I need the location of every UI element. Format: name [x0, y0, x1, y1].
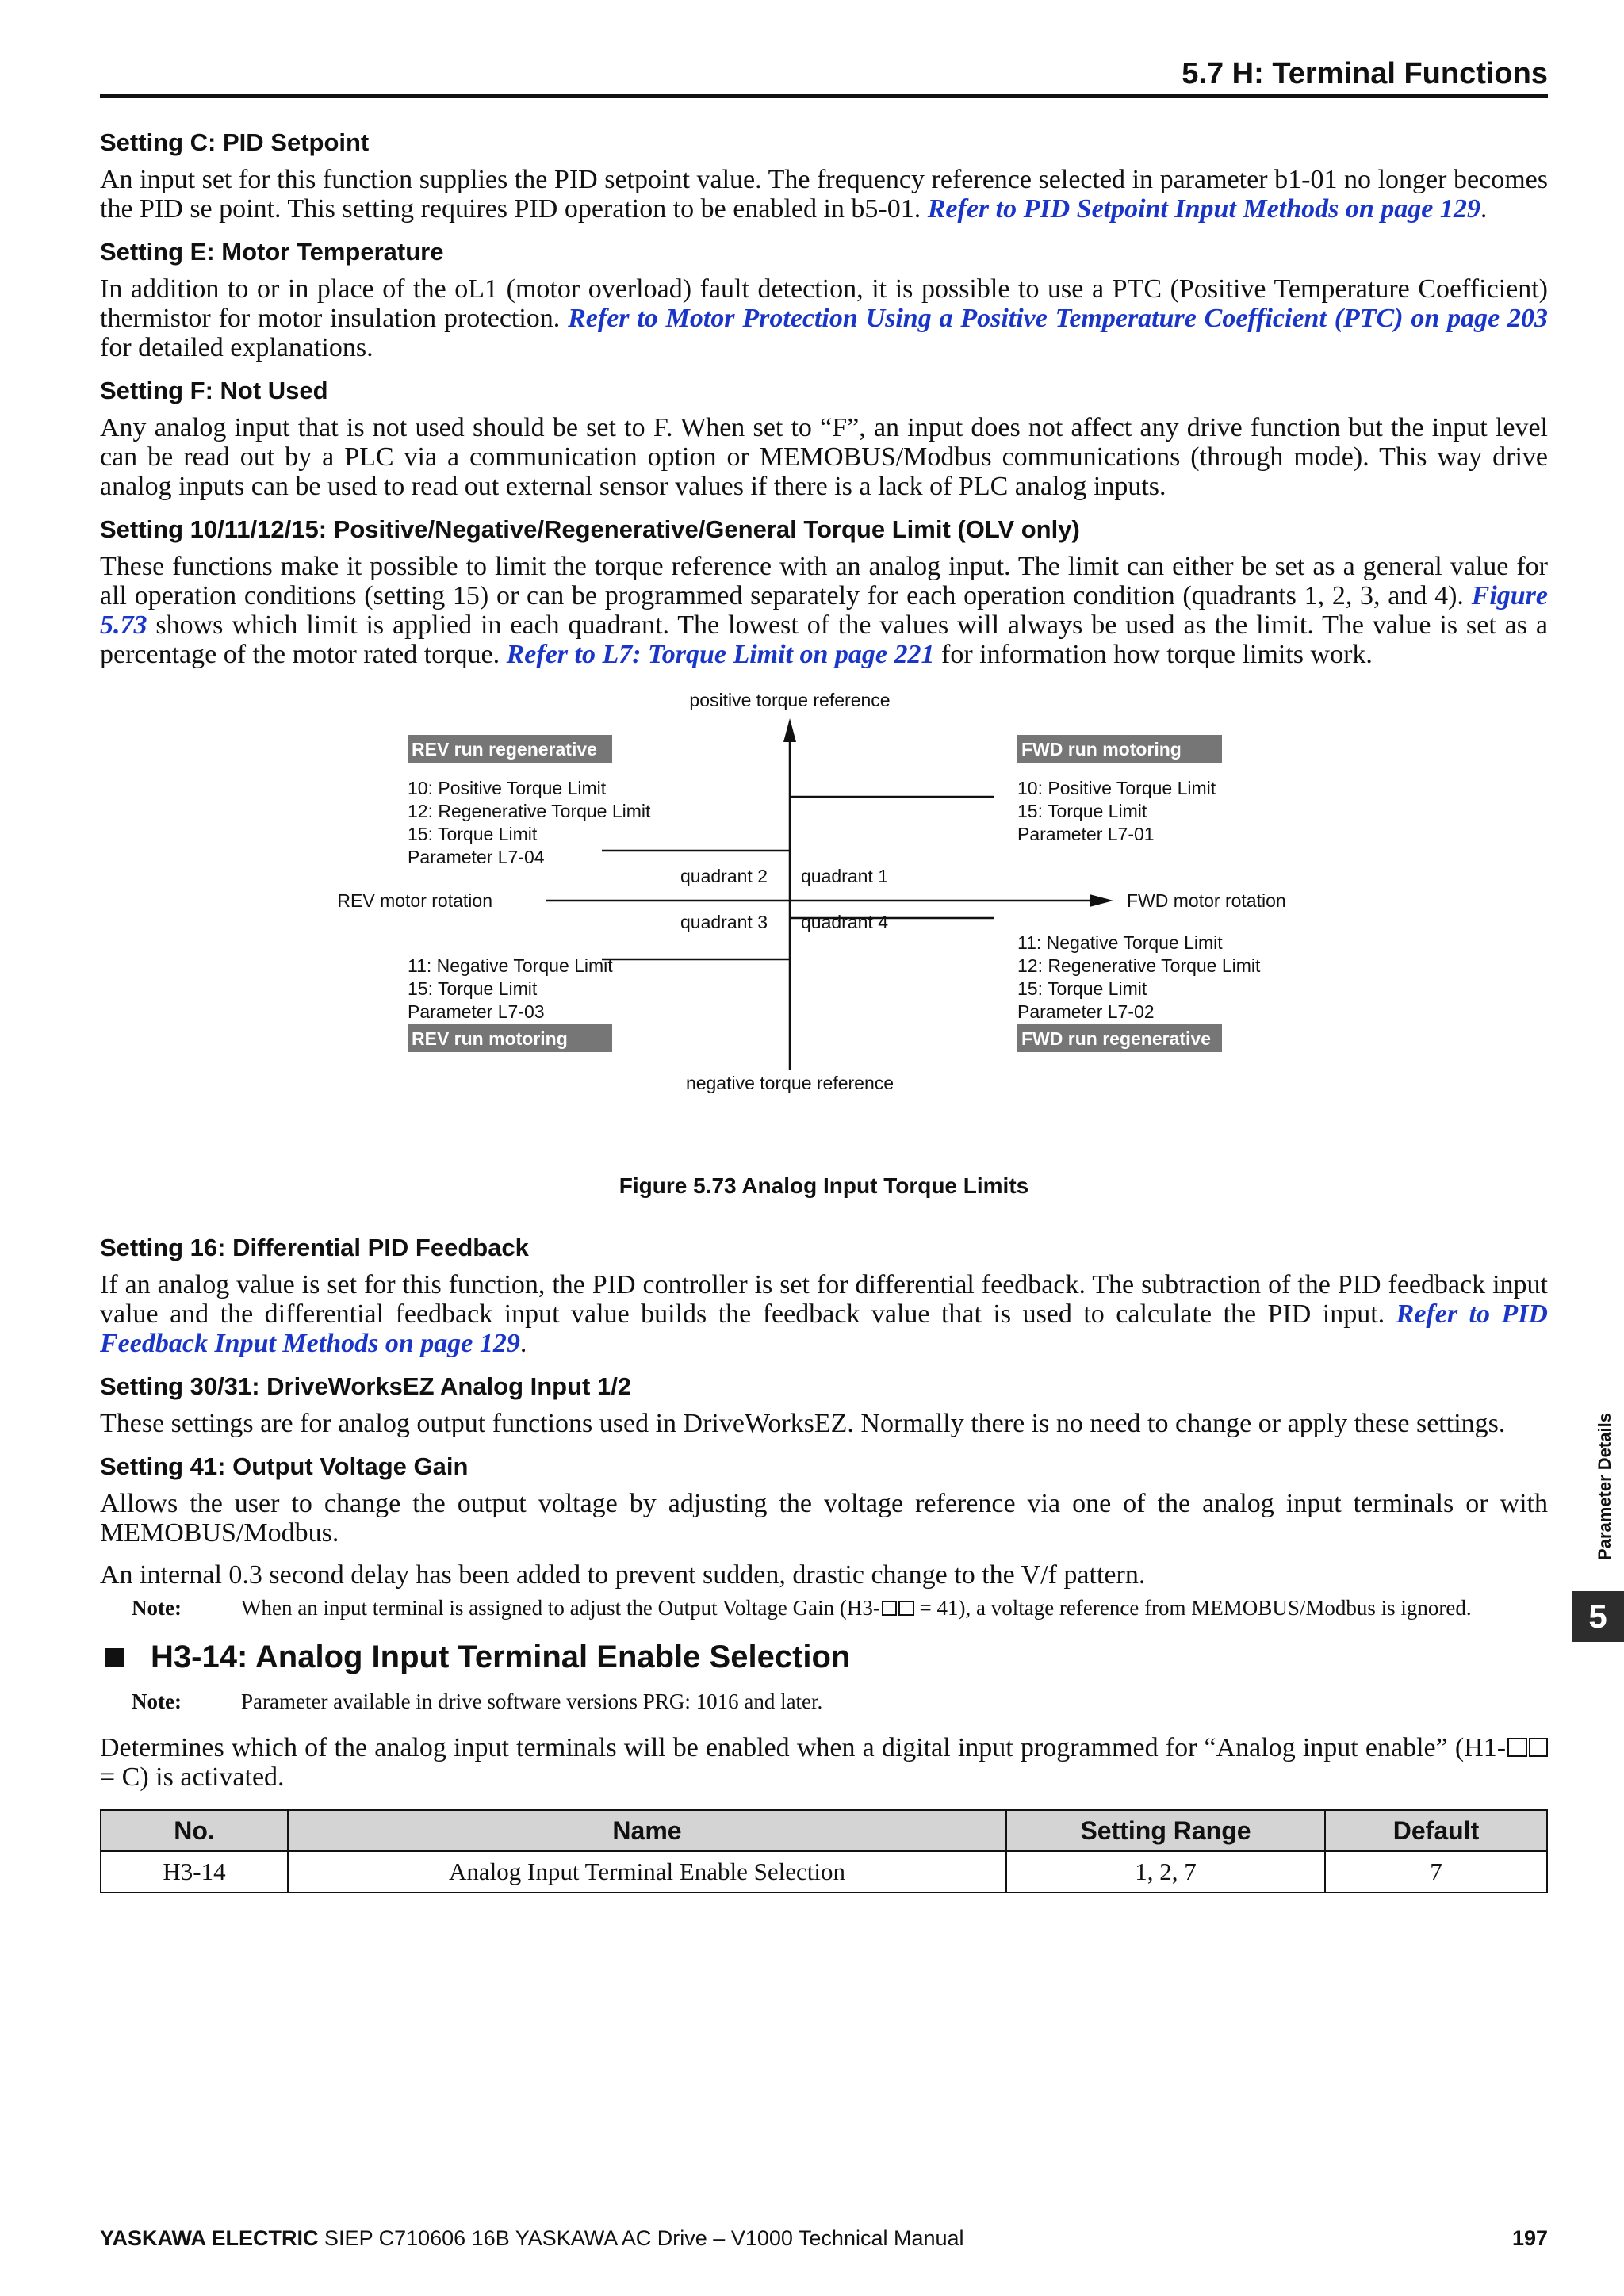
square-bullet-icon — [105, 1648, 124, 1667]
q3-list-line: Parameter L7-03 — [408, 1001, 545, 1022]
paragraph-setting-e: In addition to or in place of the oL1 (motor overload) fault detection, it is possible to use a PTC (Positive Temperature Coefficient) thermistor for motor insulation protection. Refer to Motor Protection Using a Positive Temperature Coefficient (PTC) on page 203 for detailed explanations. — [100, 274, 1548, 362]
table-header-row — [101, 1810, 1547, 1851]
label-fwd-motor-rotation: FWD motor rotation — [1127, 890, 1286, 911]
side-tab-parameter-details[interactable]: Parameter Details — [1595, 1413, 1615, 1560]
label-quadrant-4: quadrant 4 — [801, 912, 888, 932]
link-pid-setpoint[interactable]: Refer to PID Setpoint Input Methods on page 129 — [927, 194, 1480, 224]
paragraph-setting-f: Any analog input that is not used should be set to F. When set to “F”, an input does not affect any drive function but the input level can be read out by a PLC via a communication option or MEMOBUS/Modbus communications (through mode). This way drive analog inputs can be used to read out external sensor values if there is a lack of PLC analog inputs. — [100, 413, 1548, 501]
q1-list-line: Parameter L7-01 — [1017, 824, 1155, 844]
vertical-axis-arrow — [783, 718, 796, 742]
q4-list-line: 12: Regenerative Torque Limit — [1017, 955, 1261, 976]
label-quadrant-1: quadrant 1 — [801, 866, 888, 886]
label-positive-torque-ref: positive torque reference — [689, 690, 891, 710]
note-text: When an input terminal is assigned to adjust the Output Voltage Gain (H3- = 41), a voltage reference from MEMOBUS/Modbus is ignored. — [241, 1596, 1472, 1620]
q4-list-line: 15: Torque Limit — [1017, 978, 1147, 999]
note-label: Note: — [132, 1689, 182, 1713]
label-rev-motor-rotation: REV motor rotation — [337, 890, 492, 911]
figure-torque-limits — [100, 682, 1548, 1150]
note-output-voltage-gain — [100, 1596, 1548, 1621]
label-negative-torque-ref: negative torque reference — [685, 1073, 894, 1093]
table-row — [101, 1851, 1547, 1892]
link-l7-torque-limit[interactable]: Refer to L7: Torque Limit on page 221 — [506, 640, 935, 669]
horizontal-axis-arrow — [1090, 894, 1113, 907]
footer-doc-info: YASKAWA ELECTRIC SIEP C710606 16B YASKAWA AC Drive – V1000 Technical Manual — [100, 2226, 964, 2250]
paragraph-torque-limit: These functions make it possible to limit the torque reference with an analog input. The limit can either be set as a general value for all operation conditions (setting 15) or can be programmed separately for each operation condition (quadrants 1, 2, 3, and 4). Figure 5.73 shows which limit is applied in each quadrant. The lowest of the values will always be used as the limit. The value is set as a percentage of the motor rated torque. Refer to L7: Torque Limit on page 221 for information how torque limits work. — [100, 552, 1548, 669]
column-header: Setting Range — [1006, 1810, 1325, 1851]
column-header: No. — [101, 1810, 288, 1851]
heading-torque-limit: Setting 10/11/12/15: Positive/Negative/Regenerative/General Torque Limit (OLV only) — [100, 515, 1080, 543]
badge-fwd-regenerative: FWD run regenerative — [1021, 1028, 1211, 1049]
note-h3-14 — [100, 1689, 1548, 1714]
q4-list-line: 11: Negative Torque Limit — [1017, 932, 1223, 953]
badge-fwd-motoring: FWD run motoring — [1021, 739, 1182, 760]
paragraph-setting-30-31: These settings are for analog output functions used in DriveWorksEZ. Normally there is no need to change or apply these settings. — [100, 1409, 1506, 1438]
table-cell: 7 — [1325, 1851, 1547, 1892]
paragraph-setting-16: If an analog value is set for this function, the PID controller is set for differential feedback. The subtraction of the PID feedback input value and the differential feedback input value builds the feedback value that is used to calculate the PID input. Refer to PID Feedback Input Methods on page 129. — [100, 1270, 1548, 1358]
paragraph-setting-c: An input set for this function supplies the PID setpoint value. The frequency reference selected in parameter b1-01 no longer becomes the PID se point. This setting requires PID operation to be enabled in b5-01. Refer to PID Setpoint Input Methods on page 129. — [100, 165, 1548, 224]
link-pid-feedback[interactable]: Refer to PID Feedback Input Methods on page 129 — [100, 1299, 1548, 1358]
q1-list-line: 10: Positive Torque Limit — [1017, 778, 1216, 798]
heading-setting-c: Setting C: PID Setpoint — [100, 128, 370, 156]
q2-list-line: 10: Positive Torque Limit — [408, 778, 607, 798]
link-motor-protection-ptc[interactable]: Refer to Motor Protection Using a Positive Temperature Coefficient (PTC) on page 203 — [568, 304, 1548, 333]
heading-setting-e: Setting E: Motor Temperature — [100, 238, 444, 266]
header-rule — [100, 94, 1548, 98]
note-text: Parameter available in drive software versions PRG: 1016 and later. — [241, 1689, 823, 1713]
q2-list-line: 15: Torque Limit — [408, 824, 538, 844]
q1-list-line: 15: Torque Limit — [1017, 801, 1147, 821]
badge-rev-regenerative: REV run regenerative — [412, 739, 597, 760]
figure-caption: Figure 5.73 Analog Input Torque Limits — [619, 1173, 1029, 1198]
label-quadrant-2: quadrant 2 — [680, 866, 768, 886]
page-footer — [100, 2226, 1548, 2251]
parameter-table — [100, 1809, 1548, 1893]
q3-list-line: 15: Torque Limit — [408, 978, 538, 999]
paragraph-setting-41-b: An internal 0.3 second delay has been added to prevent sudden, drastic change to the V/f pattern. — [100, 1560, 1146, 1590]
heading-setting-f: Setting F: Not Used — [100, 377, 328, 404]
page-content — [100, 127, 1548, 1893]
placeholder-box-icon — [898, 1601, 914, 1616]
table-cell: H3-14 — [101, 1851, 288, 1892]
note-label: Note: — [132, 1596, 182, 1620]
q2-list-line: Parameter L7-04 — [408, 847, 545, 867]
page-number: 197 — [1511, 2226, 1548, 2250]
q2-list-line: 12: Regenerative Torque Limit — [408, 801, 651, 821]
heading-setting-16: Setting 16: Differential PID Feedback — [100, 1234, 529, 1261]
badge-rev-motoring: REV run motoring — [412, 1028, 568, 1049]
placeholder-box-icon — [882, 1601, 897, 1616]
q3-list-line: 11: Negative Torque Limit — [408, 955, 613, 976]
paragraph-setting-41-a: Allows the user to change the output voltage by adjusting the voltage reference via one of the analog input terminals or with MEMOBUS/Modbus. — [100, 1489, 1548, 1548]
heading-setting-30-31: Setting 30/31: DriveWorksEZ Analog Input 1/2 — [100, 1372, 632, 1400]
placeholder-box-icon — [1529, 1738, 1548, 1757]
label-quadrant-3: quadrant 3 — [680, 912, 768, 932]
column-header: Name — [288, 1810, 1006, 1851]
placeholder-box-icon — [1507, 1738, 1526, 1757]
paragraph-h3-14: Determines which of the analog input terminals will be enabled when a digital input programmed for “Analog input enable” (H1- = C) is activated. — [100, 1733, 1548, 1792]
table-cell: 1, 2, 7 — [1006, 1851, 1325, 1892]
chapter-number-tab[interactable]: 5 — [1572, 1591, 1624, 1642]
table-cell: Analog Input Terminal Enable Selection — [288, 1851, 1006, 1892]
link-figure-5-73[interactable]: Figure 5.73 — [100, 581, 1548, 640]
heading-setting-41: Setting 41: Output Voltage Gain — [100, 1452, 469, 1480]
column-header: Default — [1325, 1810, 1547, 1851]
section-header-title: 5.7 H: Terminal Functions — [1182, 57, 1548, 90]
parameter-heading-h3-14: H3-14: Analog Input Terminal Enable Selection — [100, 1640, 1548, 1675]
q4-list-line: Parameter L7-02 — [1017, 1001, 1155, 1022]
